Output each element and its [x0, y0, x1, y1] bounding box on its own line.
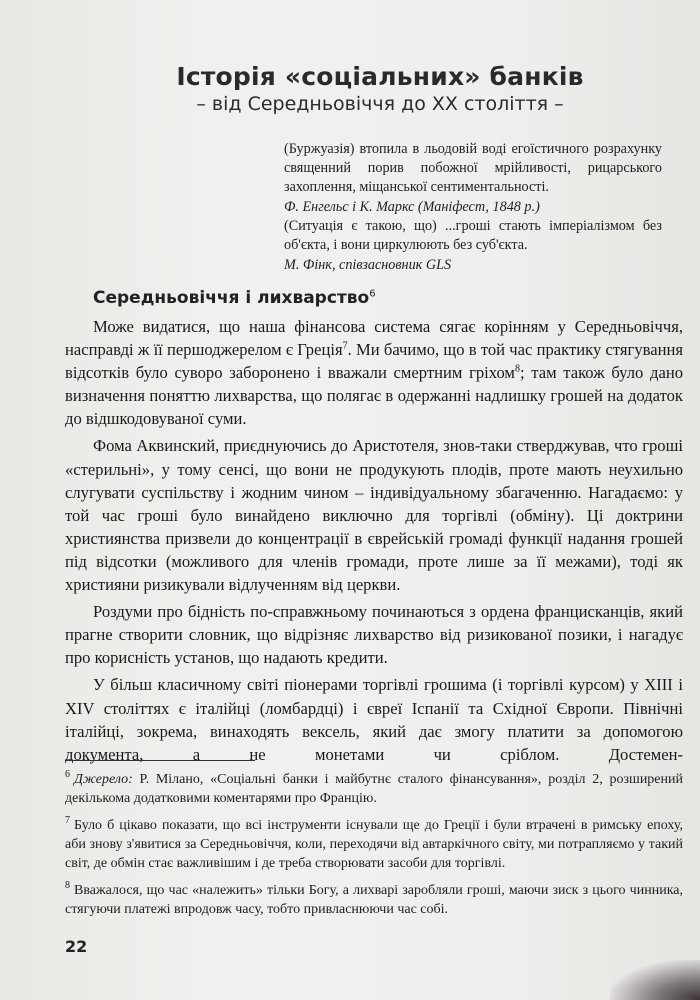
- epigraph-text: (Ситуація є такою, що) ...гроші стають імперіалізмом без об'єкта, і вони циркулюють без суб'єкта.: [284, 218, 662, 253]
- footnote: [65, 816, 683, 873]
- section-heading: [93, 288, 376, 308]
- page-corner-shadow: [610, 960, 700, 1000]
- footnote: [65, 881, 683, 919]
- body-text: [65, 315, 683, 770]
- paragraph-text: . Ми бачимо, що в той час практику стягування відсотків було суворо заборонено і вважали смертним гріхом: [65, 340, 683, 383]
- epigraph-attribution: Ф. Енгельс і К. Маркс (Маніфест, 1848 р.): [284, 199, 540, 215]
- epigraph-attribution: М. Фінк, співзасновник GLS: [284, 257, 452, 273]
- paragraph-text: Може видатися, що наша фінансова система сягає корінням у Середньовіччя, насправді ж її першоджерелом є Греція: [65, 317, 683, 360]
- page-number: 22: [65, 937, 88, 956]
- epigraph-text: (Буржуазія) втопила в льодовій воді егоїстичного розрахунку священний порив побожної мрійливості, рицарського захоплення, міщанської сентиментальності.: [284, 141, 662, 195]
- paragraph: [65, 434, 683, 596]
- paragraph: [65, 315, 683, 430]
- section-heading-text: Середньовіччя і лихварство: [93, 288, 370, 308]
- footnote-text: Р. Мілано, «Соціальні банки і майбутнє сталого фінансування», розділ 2, розширений декількома додатковими коментарями про Францію.: [65, 772, 683, 806]
- epigraph-2: [284, 217, 662, 275]
- paragraph-text: ; там також було дано визначення поняттю лихварства, що полягає в одержанні надлишку грошей на додаток до відшкодовуваної суми.: [65, 363, 683, 429]
- footnote-divider: [65, 760, 255, 761]
- footnote-ref: 6: [369, 288, 376, 300]
- footnote-text: Було б цікаво показати, що всі інструменти існували ще до Греції і були втрачені в римську епоху, аби знову з'явитися за Середньовіччя, коли, переходячи від автаркічного світу, ми потрапляємо у такий світ, де обмін стає важливішим і де треба створювати засоби для торгівлі.: [65, 818, 683, 871]
- footnotes: [65, 770, 683, 927]
- footnote-number: 7: [65, 815, 70, 827]
- paragraph-text: Фома Аквинский, приєднуючись до Аристотеля, знов-таки стверджував, что гроші «стерильні», у тому сенсі, що вони не продукують плодів, проте мають неухильно слугувати суспільству і жодним чином – індивідуальному збагаченню. Нагадаємо: у той час гроші було винайдено виключно для торгівлі (обміну). Ці доктрини християнства призвели до концентрації в єврейській громаді функції надання грошей під відсотки (можливого для членів громади, проте лише за її межами), тоді як християни ризикували відлученням від церкви.: [65, 436, 683, 595]
- footnote-label: Джерело:: [74, 772, 133, 787]
- footnote-text: Вважалося, що час «належить» тільки Богу, а лихварі заробляли гроші, маючи зиск з цього чинника, стягуючи платежі впродовж часу, тобто привласнюючи час собі.: [65, 883, 683, 917]
- page-subtitle: – від Середньовіччя до ХХ століття –: [196, 93, 564, 115]
- footnote: [65, 770, 683, 808]
- footnote-ref: 8: [514, 363, 520, 375]
- paragraph-text: У більш класичному світі піонерами торгівлі грошима (і торгівлі курсом) у XIII і XIV століттях є італійці (ломбардці) і євреї Іспанії та Східної Європи. Північні італійці, зокрема, винаходять вексель, який дає змогу платити за допомогою документа, а не монетами чи сріблом. Достемен-: [65, 675, 683, 764]
- footnote-number: 8: [65, 880, 70, 892]
- paragraph: [65, 673, 683, 765]
- paragraph: [65, 600, 683, 669]
- footnote-ref: 7: [342, 340, 348, 352]
- paragraph-text: Роздуми про бідність по-справжньому починаються з ордена францисканців, який прагне створити словник, що відрізняє лихварство від ризикованої позики, і нагадує про корисність установ, що надають кредити.: [65, 602, 683, 668]
- footnote-number: 6: [65, 769, 70, 781]
- epigraph-1: [284, 140, 662, 217]
- page-title: Історія «соціальних» банків: [176, 62, 584, 91]
